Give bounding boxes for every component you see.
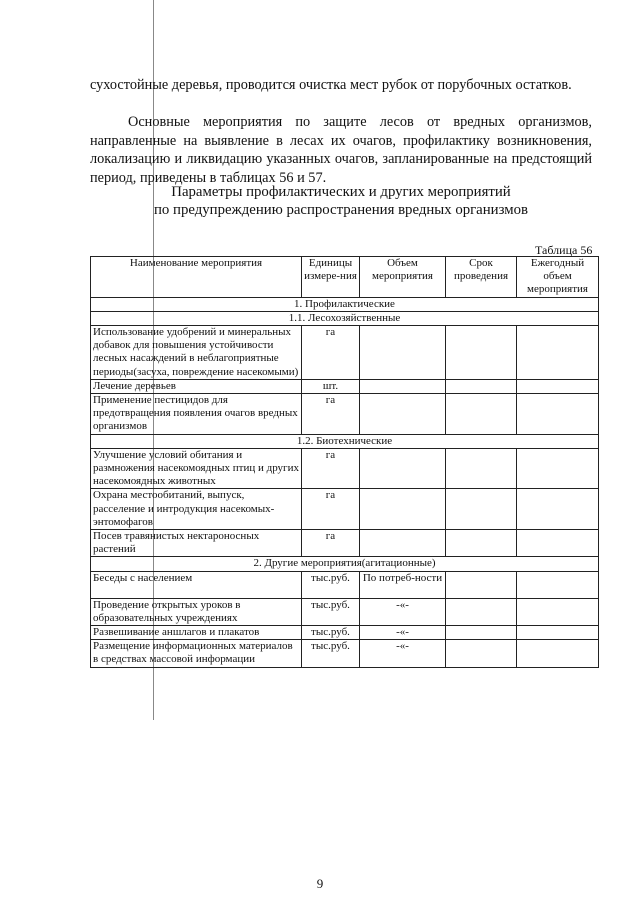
row-annual — [517, 626, 599, 640]
row-annual — [517, 530, 599, 557]
row-name: Лечение деревьев — [91, 379, 302, 393]
row-annual — [517, 394, 599, 435]
row-name: Охрана местообитаний, выпуск, расселение и интродукция насекомых-энтомофагов — [91, 489, 302, 530]
row-term — [446, 489, 517, 530]
row-annual — [517, 379, 599, 393]
row-unit: га — [302, 448, 360, 489]
row-annual — [517, 598, 599, 625]
table-title-line1: Параметры профилактических и других мероприятий — [171, 184, 511, 200]
row-annual — [517, 326, 599, 380]
table-row — [91, 448, 599, 489]
header-term: Срок проведения — [446, 257, 517, 298]
row-volume: По потреб-ности — [360, 571, 446, 598]
table-row — [91, 326, 599, 380]
row-name: Улучшение условий обитания и размножения насекомоядных птиц и других насекомоядных животных — [91, 448, 302, 489]
section-row — [91, 297, 599, 311]
table-row — [91, 379, 599, 393]
row-name: Проведение открытых уроков в образовательных учреждениях — [91, 598, 302, 625]
row-term — [446, 379, 517, 393]
measures-table — [90, 256, 599, 668]
page-number: 9 — [316, 876, 324, 891]
row-term — [446, 326, 517, 380]
row-volume — [360, 326, 446, 380]
section-row — [91, 311, 599, 325]
row-term — [446, 448, 517, 489]
table-row — [91, 571, 599, 598]
table-row — [91, 489, 599, 530]
row-term — [446, 394, 517, 435]
section-row — [91, 434, 599, 448]
row-term — [446, 626, 517, 640]
row-unit: га — [302, 394, 360, 435]
row-name: Развешивание аншлагов и плакатов — [91, 626, 302, 640]
row-name: Использование удобрений и минеральных добавок для повышения устойчивости лесных насаждений в неблагоприятные периоды(засуха, повреждение насекомыми) — [91, 326, 302, 380]
row-name: Применение пестицидов для предотвращения появления очагов вредных организмов — [91, 394, 302, 435]
header-name: Наименование мероприятия — [91, 257, 302, 298]
table-title-line2: по предупреждению распространения вредных организмов — [154, 202, 528, 218]
header-units: Единицы измере-ния — [302, 257, 360, 298]
row-volume — [360, 394, 446, 435]
row-volume: -«- — [360, 598, 446, 625]
row-name: Посев травянистых нектароносных растений — [91, 530, 302, 557]
row-unit: га — [302, 326, 360, 380]
row-term — [446, 598, 517, 625]
row-name: Беседы с населением — [91, 571, 302, 598]
header-volume: Объем мероприятия — [360, 257, 446, 298]
row-unit: тыс.руб. — [302, 598, 360, 625]
table-row — [91, 598, 599, 625]
section-forestry: 1.1. Лесохозяйственные — [91, 311, 599, 325]
table-row — [91, 394, 599, 435]
row-volume: -«- — [360, 640, 446, 667]
row-term — [446, 530, 517, 557]
row-unit: тыс.руб. — [302, 571, 360, 598]
row-volume — [360, 379, 446, 393]
table-label: Таблица 56 — [535, 243, 593, 257]
section-other: 2. Другие мероприятия(агитационные) — [91, 557, 599, 571]
section-biotechnical: 1.2. Биотехнические — [91, 434, 599, 448]
row-volume — [360, 448, 446, 489]
row-term — [446, 640, 517, 667]
row-volume: -«- — [360, 626, 446, 640]
row-annual — [517, 489, 599, 530]
row-volume — [360, 530, 446, 557]
table-header-row — [91, 257, 599, 298]
row-annual — [517, 571, 599, 598]
paragraph-continuation: сухостойные деревья, проводится очистка мест рубок от порубочных остатков. — [90, 77, 572, 94]
row-volume — [360, 489, 446, 530]
paragraph-main: Основные мероприятия по защите лесов от вредных организмов, направленные на выявление в лесах их очагов, профилактику возникновения, локализацию и ликвидацию указанных очагов, запланированные на предстоящий период, приведены в таблицах 56 и 57. — [90, 114, 592, 186]
section-row — [91, 557, 599, 571]
row-annual — [517, 448, 599, 489]
row-unit: тыс.руб. — [302, 640, 360, 667]
header-annual: Ежегодный объем мероприятия — [517, 257, 599, 298]
row-annual — [517, 640, 599, 667]
row-term — [446, 571, 517, 598]
table-row — [91, 530, 599, 557]
table-row — [91, 626, 599, 640]
row-unit: шт. — [302, 379, 360, 393]
table-row — [91, 640, 599, 667]
row-unit: га — [302, 489, 360, 530]
row-name: Размещение информационных материалов в средствах массовой информации — [91, 640, 302, 667]
row-unit: га — [302, 530, 360, 557]
section-prophylactic: 1. Профилактические — [91, 297, 599, 311]
row-unit: тыс.руб. — [302, 626, 360, 640]
